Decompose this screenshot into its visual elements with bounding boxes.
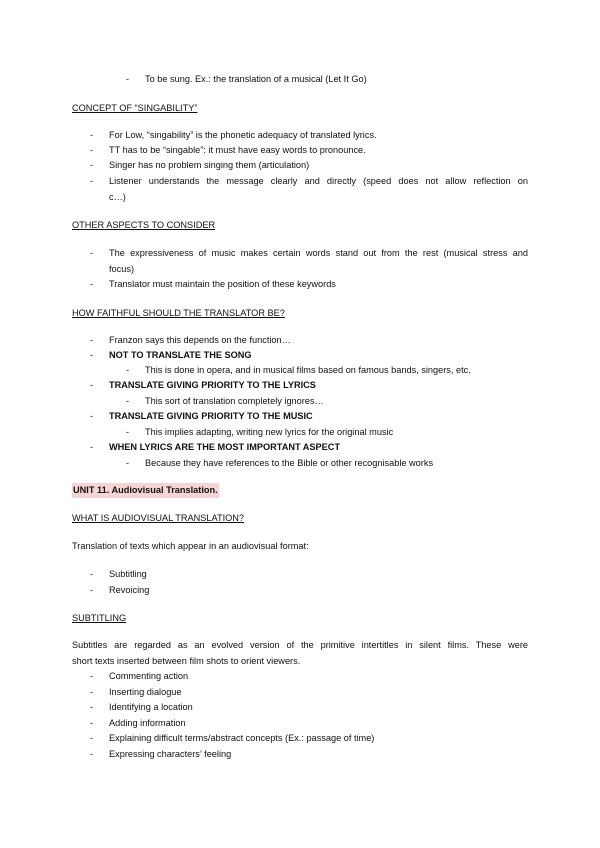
sub-bullet-dash: -: [126, 458, 130, 468]
list-item: The expressiveness of music makes certain words stand out from the rest (musical stress and: [109, 248, 528, 258]
bullet-dash: -: [90, 718, 94, 728]
section-heading-singability: CONCEPT OF “SINGABILITY”: [72, 103, 198, 113]
list-item-bold: WHEN LYRICS ARE THE MOST IMPORTANT ASPECT: [109, 442, 341, 452]
list-item: Translator must maintain the position of these keywords: [109, 279, 336, 289]
bullet-dash: -: [90, 671, 94, 681]
paragraph: Subtitles are regarded as an evolved version of the primitive intertitles in silent films. These were: [72, 640, 528, 650]
list-item: Expressing characters’ feeling: [109, 749, 232, 759]
bullet-dash: -: [90, 248, 94, 258]
sub-bullet-dash: -: [126, 396, 130, 406]
list-item: Singer has no problem singing them (articulation): [109, 160, 310, 170]
bullet-dash: -: [90, 569, 94, 579]
list-item: Revoicing: [109, 585, 150, 595]
bullet-dash: -: [90, 702, 94, 712]
bullet-dash: -: [90, 733, 94, 743]
unit-title: UNIT 11. Audiovisual Translation.: [72, 483, 219, 498]
list-item: Listener understands the message clearly and directly (speed does not allow reflection on: [109, 176, 528, 186]
list-item: Franzon says this depends on the function…: [109, 335, 291, 345]
list-item: Inserting dialogue: [109, 687, 182, 697]
paragraph: Translation of texts which appear in an audiovisual format:: [72, 541, 309, 551]
bullet-dash: -: [90, 350, 94, 360]
bullet-dash: -: [90, 380, 94, 390]
sub-bullet-dash: -: [126, 365, 130, 375]
bullet-dash: -: [90, 585, 94, 595]
section-heading-what-is: WHAT IS AUDIOVISUAL TRANSLATION?: [72, 513, 245, 523]
bullet-dash: -: [90, 176, 94, 186]
bullet-dash: -: [90, 145, 94, 155]
list-item: Commenting action: [109, 671, 189, 681]
list-item: Identifying a location: [109, 702, 193, 712]
bullet-dash: -: [90, 160, 94, 170]
paragraph: short texts inserted between film shots to orient viewers.: [72, 656, 301, 666]
section-heading-other-aspects: OTHER ASPECTS TO CONSIDER: [72, 220, 216, 230]
list-item-continuation: focus): [109, 264, 135, 274]
bullet-dash: -: [90, 749, 94, 759]
sub-bullet-dash: -: [126, 427, 130, 437]
list-item-bold: NOT TO TRANSLATE THE SONG: [109, 350, 252, 360]
sub-list-item: This implies adapting, writing new lyrics for the original music: [145, 427, 394, 437]
list-item-bold: TRANSLATE GIVING PRIORITY TO THE MUSIC: [109, 411, 313, 421]
bullet-dash: -: [90, 335, 94, 345]
list-item: Explaining difficult terms/abstract concepts (Ex.: passage of time): [109, 733, 375, 743]
section-heading-subtitling: SUBTITLING: [72, 613, 127, 623]
list-item-continuation: c…): [109, 192, 126, 202]
bullet-dash: -: [90, 279, 94, 289]
bullet-dash: -: [90, 687, 94, 697]
list-item: For Low, “singability” is the phonetic adequacy of translated lyrics.: [109, 130, 377, 140]
bullet-dash: -: [126, 74, 130, 84]
bullet-dash: -: [90, 442, 94, 452]
bullet-dash: -: [90, 411, 94, 421]
sub-list-item: This sort of translation completely ignores…: [145, 396, 324, 406]
list-item: To be sung. Ex.: the translation of a musical (Let It Go): [145, 74, 367, 84]
sub-list-item: This is done in opera, and in musical films based on famous bands, singers, etc.: [145, 365, 471, 375]
list-item: Adding information: [109, 718, 186, 728]
list-item-bold: TRANSLATE GIVING PRIORITY TO THE LYRICS: [109, 380, 316, 390]
list-item: Subtitling: [109, 569, 147, 579]
section-heading-faithful: HOW FAITHFUL SHOULD THE TRANSLATOR BE?: [72, 308, 285, 318]
list-item: TT has to be “singable”: it must have easy words to pronounce.: [109, 145, 366, 155]
bullet-dash: -: [90, 130, 94, 140]
sub-list-item: Because they have references to the Bible or other recognisable works: [145, 458, 434, 468]
